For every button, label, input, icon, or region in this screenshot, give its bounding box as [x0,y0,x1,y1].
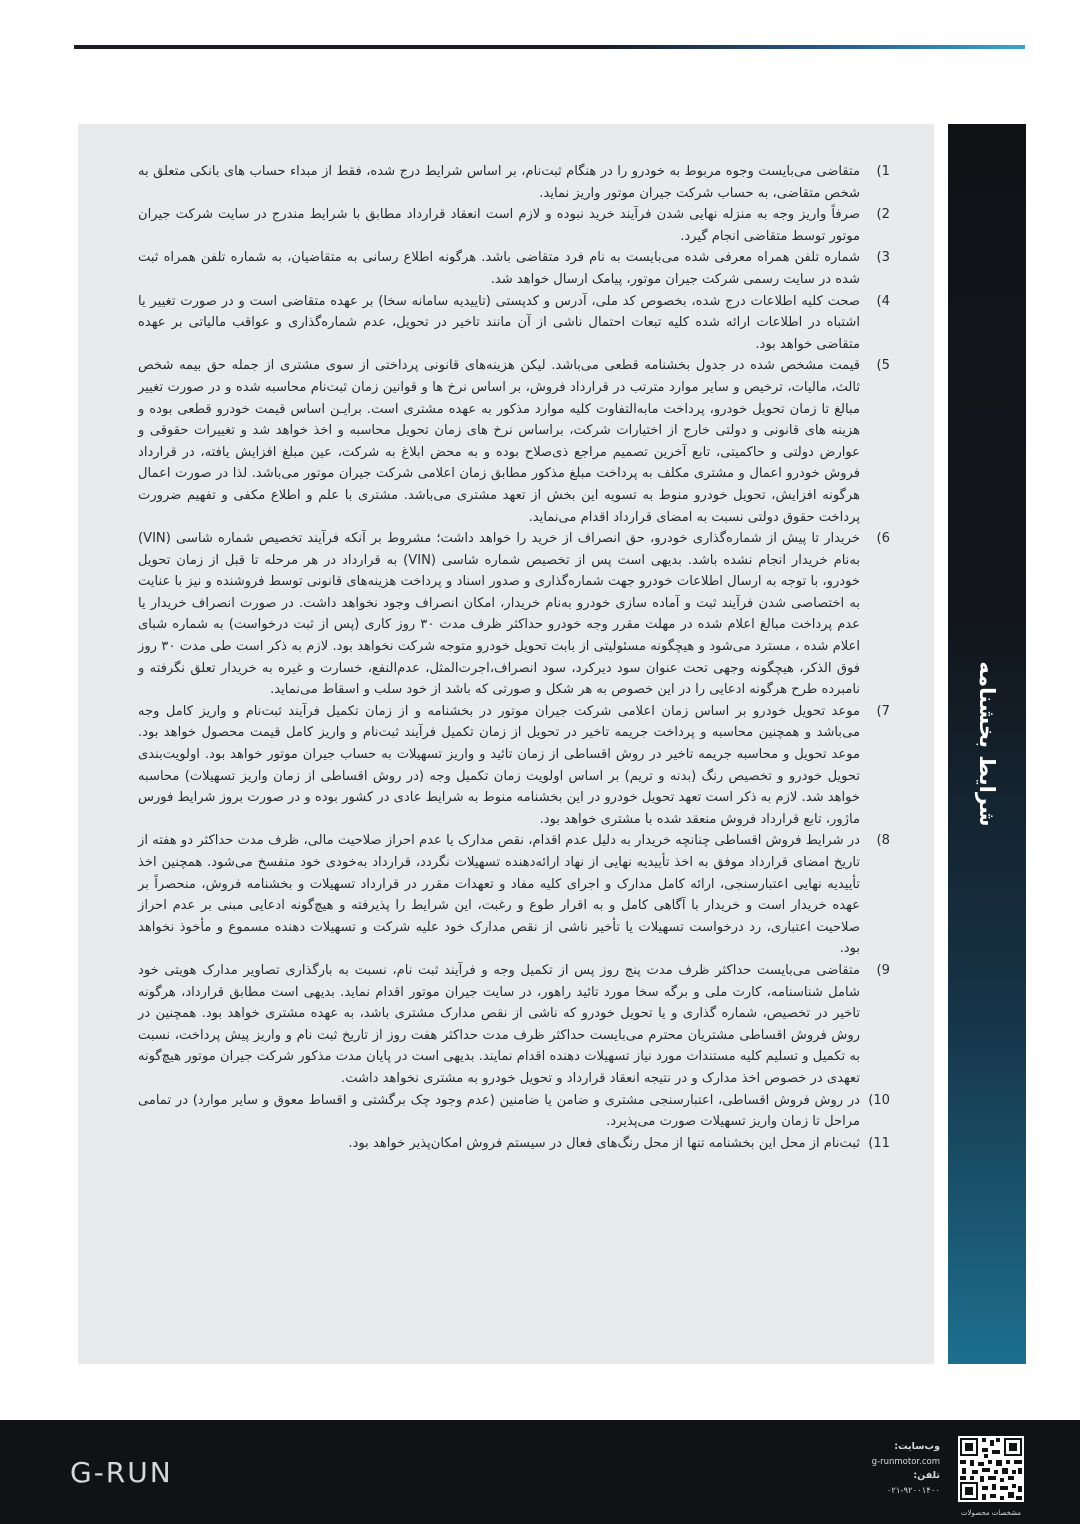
qr-block [958,1436,1024,1517]
side-band [948,124,1026,1364]
term-text: صحت کلیه اطلاعات درج شده، بخصوص کد ملی، آدرس و کدپستی (تاییدیه سامانه سخا) بر عهده متقاضی است و در صورت تغییر یا اشتباه در اطلاعات ارائه شده کلیه تبعات احتمال ناشی از آن مانند تاخیر در تحویل، عدم شماره‌گذاری و عواقب مالیاتی بر عهده متقاضی خواهد بود. [138,293,860,352]
term-number: 2) [876,207,890,223]
term-number: 8) [876,833,890,849]
term-number: 7) [876,703,890,719]
term-text: شماره تلفن همراه معرفی شده می‌بایست به نام فرد متقاضی باشد. هرگونه اطلاع رسانی به متقاضیان، به شماره تلفن همراه ثبت شده در سایت رسمی شرکت جیران موتور، پیامک ارسال خواهد شد. [138,250,860,287]
side-title: شرایط بخشنامه [975,661,999,827]
term-number: 10) [868,1092,890,1108]
term-text: موعد تحویل خودرو بر اساس زمان اعلامی شرکت جیران موتور در بخشنامه و از زمان تکمیل فرآیند ثبت‌نام و واریز کامل وجه می‌باشد و همچنین محاسبه و پرداخت جریمه تاخیر در تحویل از زمان تکمیل فرآیند ثبت‌نام و واریز کامل قیمت محصول خواهد بود. موعد تحویل و محاسبه جریمه تاخیر در روش اقساطی از زمان تائید و واریز تسهیلات به حساب جیران موتور خواهد بود. اولویت‌بندی تحویل خودرو و تخصیص رنگ (بدنه و تریم) بر اساس اولویت زمان تکمیل وجه (در روش اقساطی از زمان واریز تسهیلات) محاسبه خواهد شد. لازم به ذکر است تعهد تحویل خودرو در این بخشنامه منوط به شرایط عادی در کشور بوده و در صورت بروز شرایط فورس ماژور، تابع قرارداد فروش منعقد شده با مشتری خواهد بود. [138,703,860,827]
term-number: 11) [868,1135,890,1151]
terms-panel [78,124,934,1364]
term-item [138,830,890,960]
term-number: 4) [876,293,890,309]
term-item [138,701,890,831]
term-text: در روش فروش اقساطی، اعتبارسنجی مشتری و ضامن یا ضامنین (عدم وجود چک برگشتی و اقساط معوق و سایر موارد) در تمامی مراحل تا زمان واریز تسهیلات صورت می‌پذیرد. [138,1092,860,1130]
term-text: در شرایط فروش اقساطی چنانچه خریدار به دلیل عدم اقدام، نقص مدارک یا عدم احراز صلاحیت مالی، ظرف مدت حداکثر دو هفته از تاریخ امضای قرارداد موفق به اخذ تأییدیه نهایی از نهاد ارائه‌دهنده تسهیلات نگردد، قرارداد به‌خودی خود منفسخ می‌شود. همچنین اخذ تأییدیه نهایی اعتبارسنجی، ارائه کامل مدارک و اجرای کلیه مفاد و تعهدات مقرر در قرارداد تسهیلات و بخشنامه فروش، منحصراً بر عهده خریدار است و خریدار با آگاهی کامل و به اقرار طوع و رغبت، این شرایط را پذیرفته و هیچ‌گونه ادعایی مبنی بر عدم احراز صلاحیت اعتباری، رد درخواست تسهیلات یا تأخیر ناشی از نقص مدارک خود علیه شرکت و تسهیلات دهنده مسموع و مأخوذ نخواهد بود. [138,833,860,957]
term-text: متقاضی می‌بایست وجوه مربوط به خودرو را در هنگام ثبت‌نام، بر اساس شرایط درج شده، فقط از مبداء حساب های بانکی متعلق به شخص متقاضی، به حساب شرکت جیران موتور واریز نماید. [138,164,860,201]
term-text: قیمت مشخص شده در جدول بخشنامه قطعی می‌باشد. لیکن هزینه‌های قانونی پرداختی از سوی مشتری از جمله حق بیمه شخص ثالث، مالیات، ترخیص و سایر موارد مترتب در قرارداد فروش، بر اساس نرخ ها و قوانین زمان ثبت‌نام محاسبه شده و در صورت تغییر مبالغ تا زمان تحویل خودرو، پرداخت مابه‌التفاوت کلیه موارد مذکور به عهده مشتری است. برایـن اساس قیمت خودرو قطعی بوده و هزینه های قانونی و دولتی خارج از اختیارات شرکت، براساس نرخ های زمان تحویل محاسبه و اخذ خواهد شد و تغییرات حقوقی و عوارض دولتی و حاکمیتی، تابع آخرین تصمیم مراجع ذی‌صلاح بوده و به محض ابلاغ به شرکت، عین مبلغ افزایش یافته، در قرارداد فروش خودرو اعمال و مشتری مکلف به پرداخت مبلغ مذکور مطابق زمان اعلامی شرکت جیران موتور می‌باشد. لذا در صورت اعمال هرگونه افزایش، تحویل خودرو منوط به تسویه این بخش از تعهد مشتری می‌باشد. مشتری با علم و اطلاع مکفی و تفهیم ضرورت پرداخت حقوق دولتی نسبت به امضای قرارداد اقدام می‌نماید. [138,358,860,525]
term-text: متقاضی می‌بایست حداکثر ظرف مدت پنج روز پس از تکمیل وجه و فرآیند ثبت نام، نسبت به بارگذاری تصاویر مدارک هویتی خود شامل شناسنامه، کارت ملی و برگه سخا مورد تائید راهور، در سایت جیران موتور اقدام نماید. بدیهی است مطابق قرارداد، هرگونه تاخیر در تخصیص، شماره گذاری و یا تحویل خودرو که ناشی از نقص مدارک مشتری باشد، به عهده مشتری خواهد بود. همچنین در روش فروش اقساطی مشتریان محترم می‌بایست حداکثر ظرف مدت حداکثر هفت روز از تاریخ ثبت نام و واریز پیش پرداخت، نسبت به تکمیل و تسلیم کلیه مستندات مورد نیاز تسهیلات دهنده اقدام نمایند. بدیهی است در پایان مدت مذکور شرکت جیران موتور هیچ‌گونه تعهدی در خصوص اخذ مدارک و در نتیجه انعقاد قرارداد و تحویل خودرو به مشتری نخواهد داشت. [138,962,860,1086]
qr-caption: مشخصات محصولات [960,1509,1022,1517]
term-item [138,291,890,356]
term-text: ثبت‌نام از محل این بخشنامه تنها از محل رنگ‌های فعال در سیستم فروش امکان‌پذیر خواهد بود. [348,1135,860,1151]
term-number: 6) [876,531,890,547]
term-item [138,960,890,1090]
top-rule [74,45,1025,49]
phone-number[interactable]: ۰۲۱-۹۲۰۰۱۴۰۰ [886,1485,940,1496]
terms-list [138,161,890,1154]
qr-code-icon[interactable] [958,1436,1024,1502]
brand-logo: G-RUN [70,1456,173,1489]
website-label: وب‌سایت: [894,1441,940,1452]
term-item [138,1133,890,1155]
term-number: 3) [876,250,890,266]
term-item [138,528,890,701]
term-item [138,247,890,290]
footer [0,1420,1080,1524]
term-item [138,1090,890,1133]
phone-label: تلفن: [913,1470,940,1481]
term-item [138,161,890,204]
website-link[interactable]: g-runmotor.com [871,1456,940,1467]
term-number: 5) [876,358,890,374]
term-text: صرفاً واریز وجه به منزله نهایی شدن فرآیند خرید نبوده و لازم است انعقاد قرارداد مطابق با شرایط مندرج در سایت شرکت جیران موتور توسط متقاضی انجام گیرد. [138,207,860,244]
term-item [138,204,890,247]
term-item [138,355,890,528]
term-number: 9) [876,962,890,978]
term-text: خریدار تا پیش از شماره‌گذاری خودرو، حق انصراف از خرید را خواهد داشت؛ مشروط بر آنکه فرآیند تخصیص شماره شاسی (VIN) به‌نام خریدار انجام نشده باشد. بدیهی است پس از تخصیص شماره شاسی (VIN) به قرارداد در هر مرحله تا قبل از زمان تحویل خودرو، با توجه به ارسال اطلاعات خودرو جهت شماره‌گذاری و صدور اسناد و پرداخت هزینه‌های قانونی توسط فروشنده و نیز با عنایت به اختصاصی شدن فرآیند ثبت و آماده سازی خودرو به‌نام خریدار، امکان انصراف وجود نخواهد داشت. در صورت انصراف خریدار یا عدم پرداخت مبالغ اعلام شده در مهلت مقرر وجه خودرو حداکثر ظرف مدت ۳۰ روز کاری (پس از ثبت درخواست) به شماره شبای اعلام شده ، مسترد می‌شود و هیچگونه مسئولیتی از بابت تحویل خودرو متوجه شرکت نخواهد بود. لازم به ذکر است طی مدت ۳۰ روز فوق الذکر، هیچگونه وجهی تحت عنوان سود دیرکرد، سود انصراف،اجرت‌المثل، عدم‌النفع، خسارت و غیره به خریدار تعلق نگرفته و نامبرده طرح هرگونه ادعایی را در این خصوص به هر شکل و صورتی که باشد از خود سلب و اسقاط می‌نماید. [138,531,860,698]
contact-info [872,1440,940,1498]
term-number: 1) [876,164,890,179]
